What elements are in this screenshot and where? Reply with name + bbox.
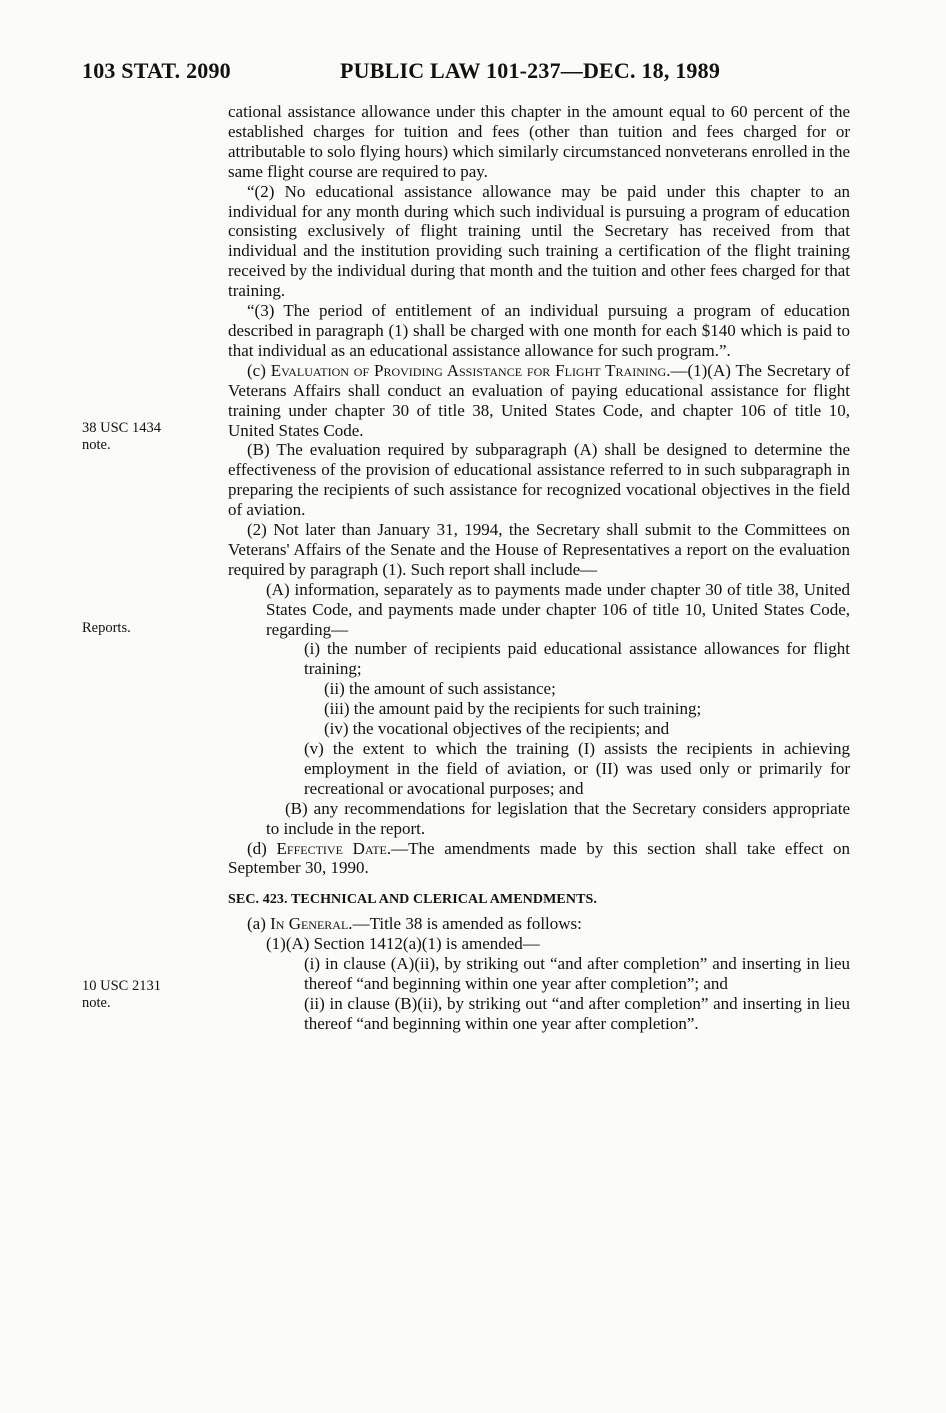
subsection-d-heading: Effective Date. <box>276 838 392 858</box>
paragraph-continuation: cational assistance allowance under this chapter in the amount equal to 60 percent of the established charges for tuition and fees (other than tuition and fees charged for or attributable to solo flying hours) which similarly circumstanced nonveterans enrolled in the same flight course are required to pay. <box>228 102 850 181</box>
paragraph-c-2: (2) Not later than January 31, 1994, the Secretary shall submit to the Committees on Veterans' Affairs of the Senate and the House of Representatives a report on the evaluation required by paragraph (1). Such report shall include— <box>228 520 850 579</box>
clause-i: (i) the number of recipients paid educational assistance allowances for flight training; <box>304 639 850 679</box>
margin-note-reports: Reports. <box>82 620 131 636</box>
subparagraph-c-2-b: (B) any recommendations for legislation that the Secretary considers appropriate to include in the report. <box>266 798 850 838</box>
subsection-c-heading: Evaluation of Providing Assistance for Flight Training. <box>270 360 671 380</box>
subsection-c-text: —(1)(A) The Secretary of Veterans Affairs shall conduct an evaluation of paying educational assistance for flight training under chapter 30 of title 38, United States Code, and chapter 106 of title 10, United States Code. <box>228 360 850 440</box>
margin-note-usc-1434: 38 USC 1434 note. <box>82 420 161 453</box>
clause-ii: (ii) the amount of such assistance; <box>324 679 556 699</box>
subparagraph-c-b: (B) The evaluation required by subparagraph (A) shall be designed to determine the effectiveness of the provision of educational assistance referred to in such subparagraph in preparing the recipients of such assistance for recognized vocational objectives in the field of aviation. <box>228 440 850 520</box>
subsection-c <box>228 361 850 441</box>
public-law-title: PUBLIC LAW 101-237—DEC. 18, 1989 <box>340 58 721 83</box>
body-text <box>228 102 850 1034</box>
paragraph-a-1-a: (1)(A) Section 1412(a)(1) is amended— <box>266 934 540 954</box>
section-423-heading: SEC. 423. TECHNICAL AND CLERICAL AMENDMENTS. <box>228 892 597 908</box>
clause-a-ii: (ii) in clause (B)(ii), by striking out “and after completion” and inserting in lieu thereof “and beginning within one year after completion”. <box>304 993 850 1033</box>
statute-page-number: 103 STAT. 2090 <box>82 58 231 83</box>
subsection-d-label: (d) <box>247 838 277 858</box>
subsection-a-text: —Title 38 is amended as follows: <box>352 914 582 934</box>
clause-v: (v) the extent to which the training (I) assists the recipients in achieving employment in the field of aviation, or (II) was used only or primarily for recreational or avocational purposes; and <box>304 739 850 798</box>
paragraph-2: “(2) No educational assistance allowance may be paid under this chapter to an individual for any month during which such individual is pursuing a program of education consisting exclusively of flight training until the Secretary has received from that individual and the institution providing such training a certification of the flight training received by the individual during that month and the tuition and other fees charged for that training. <box>228 181 850 301</box>
subsection-a <box>228 914 850 934</box>
margin-note-usc-2131: 10 USC 2131 note. <box>82 978 161 1011</box>
clause-a-i: (i) in clause (A)(ii), by striking out “and after completion” and inserting in lieu thereof “and beginning within one year after completion”; and <box>304 954 850 993</box>
subsection-c-label: (c) <box>247 360 271 380</box>
subsection-a-heading: In General. <box>270 914 353 934</box>
paragraph-3: “(3) The period of entitlement of an individual pursuing a program of education described in paragraph (1) shall be charged with one month for each $140 which is paid to that individual as an educational assistance allowance for such program.”. <box>228 301 850 360</box>
subparagraph-c-2-a: (A) information, separately as to payments made under chapter 30 of title 38, United States Code, and payments made under chapter 106 of title 10, United States Code, regarding— <box>266 579 850 639</box>
clause-iv: (iv) the vocational objectives of the recipients; and <box>324 719 670 739</box>
clause-iii: (iii) the amount paid by the recipients for such training; <box>324 699 702 719</box>
subsection-a-label: (a) <box>247 914 271 934</box>
subsection-d <box>228 839 850 879</box>
subsection-d-text: —The amendments made by this section shall take effect on September 30, 1990. <box>228 838 850 878</box>
